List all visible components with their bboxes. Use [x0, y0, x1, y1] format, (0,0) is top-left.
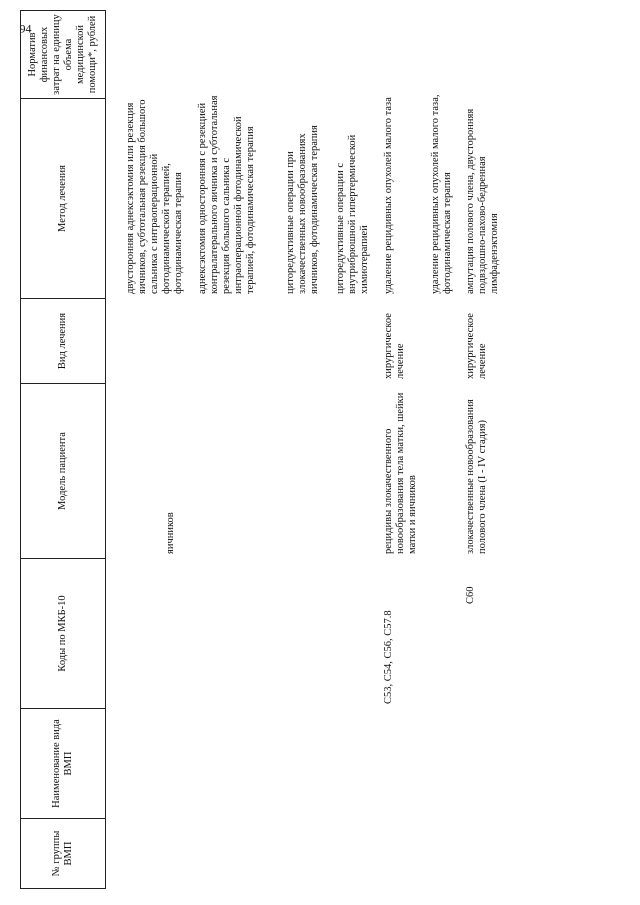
row1-method-3: циторедуктивные операции при злокачественных новообразованиях яичников, фотодинамическая терапия: [285, 125, 320, 294]
table-header-row: [21, 11, 106, 889]
row3-type: хирургическое лечение: [465, 313, 488, 379]
header-patient-model: Модель пациента: [21, 384, 106, 559]
row2-codes: C53, C54, C56, C57.8: [383, 610, 394, 704]
header-treatment-method: Метод лечения: [21, 99, 106, 299]
row1-model: яичников: [165, 512, 176, 554]
header-cost-norm: Норматив финансовых затрат на единицу объема медицинской помощи*, рублей: [21, 11, 106, 99]
header-group-number: № группы ВМП: [21, 819, 106, 889]
page-number: 94: [19, 21, 32, 36]
row1-method-1: двусторонняя аднексэктомия или резекция яичников, субтотальная резекция большого сальника с интраоперационной фотодинамической терапией, фотодинамическая терапия: [125, 99, 184, 294]
row1-method-2: аднексэктомия односторонняя с резекцией контралатерального яичника и субтотальная резекция большого сальника с интраоперационной фотодинамической терапией, фотодинамическая терапия: [197, 95, 256, 294]
vmp-table: [20, 10, 106, 889]
header-icd-codes: Коды по МКБ-10: [21, 559, 106, 709]
header-vmp-name: Наименование вида ВМП: [21, 709, 106, 819]
table-body: [125, 11, 625, 889]
header-treatment-type: Вид лечения: [21, 299, 106, 384]
row3-method: ампутация полового члена, двусторонняя подвздошно-пахово-бедренная лимфаденэктомия: [465, 108, 500, 294]
row2-method: удаление рецидивных опухолей малого таза: [383, 97, 394, 294]
row2-type: хирургическое лечение: [383, 313, 406, 379]
row3-codes: C60: [465, 586, 476, 604]
row3-model: злокачественные новообразования полового члена (I - IV стадия): [465, 399, 488, 554]
row2-method-extra: удаление рецидивных опухолей малого таза, фотодинамическая терапия: [430, 94, 453, 294]
row1-method-4: циторедуктивные операции с внутрибрюшной гипертермической химиотерапией: [335, 134, 370, 294]
row2-model: рецидивы злокачественного новообразования тела матки, шейки матки и яичников: [383, 392, 418, 554]
